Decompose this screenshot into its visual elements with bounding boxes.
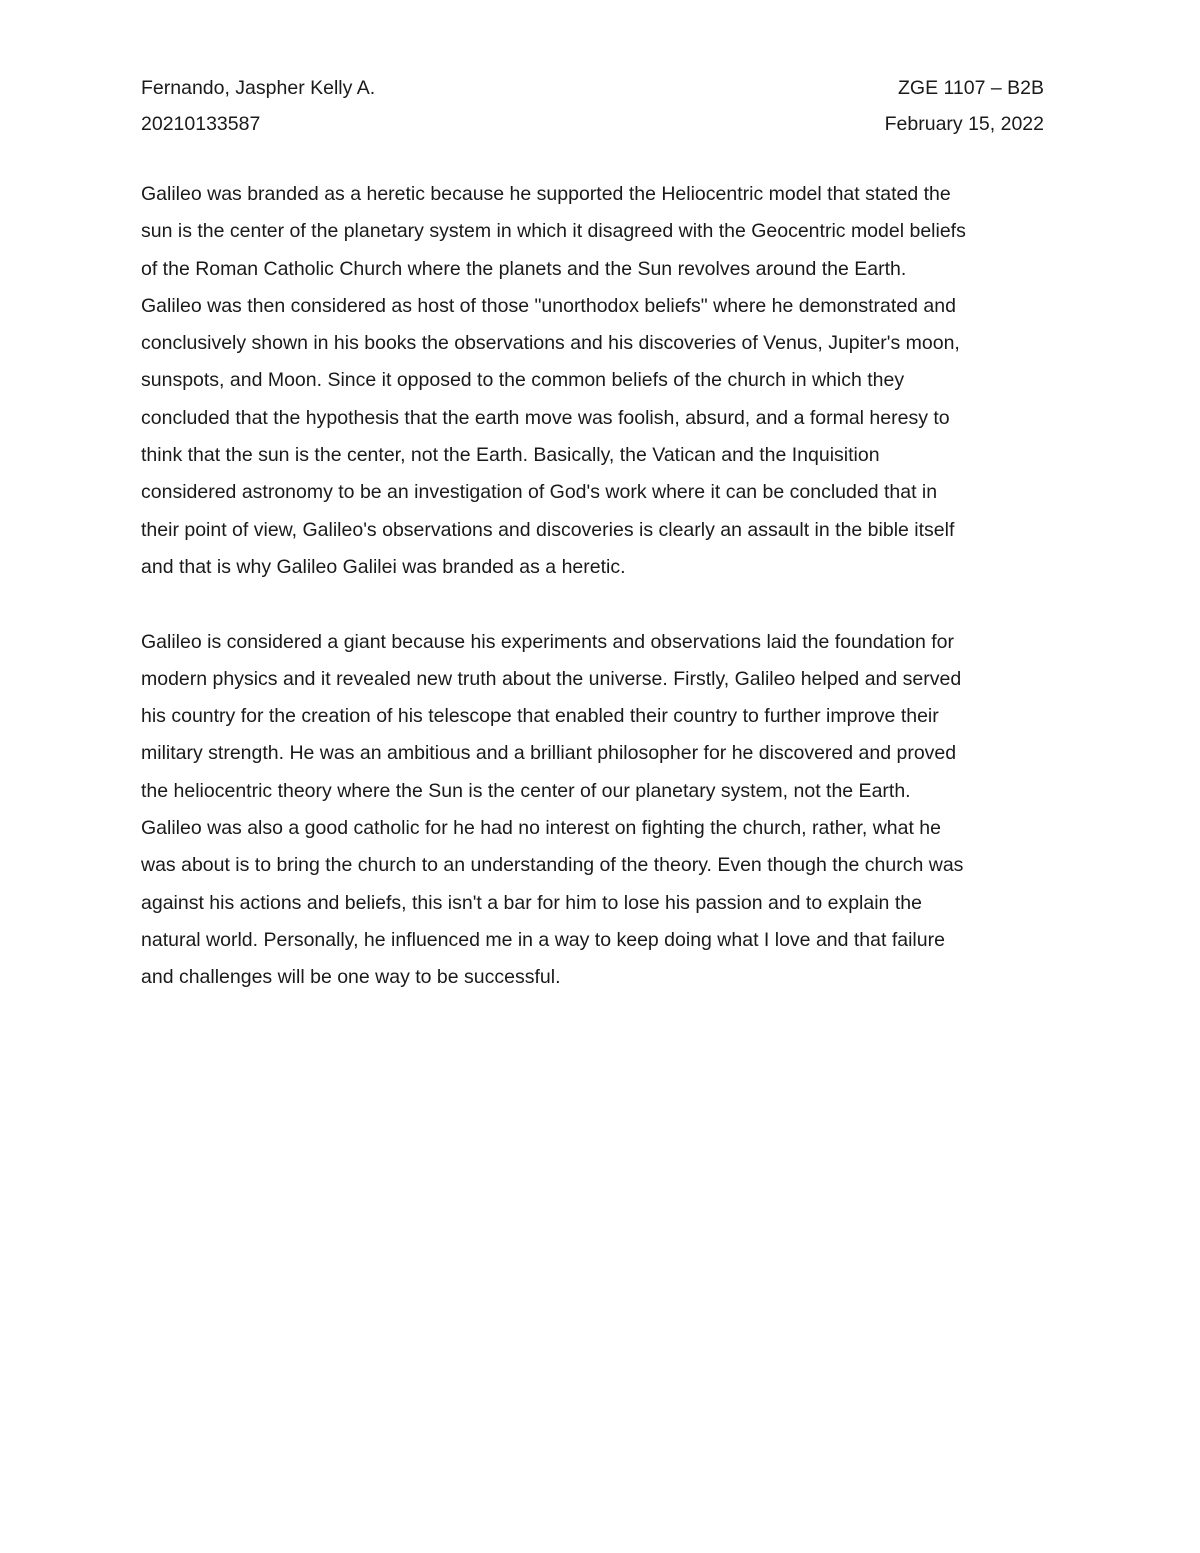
essay-body xyxy=(141,176,1056,1034)
student-name: Fernando, Jaspher Kelly A. xyxy=(141,77,376,99)
paragraph-heretic: Galileo was branded as a heretic because he supported the Heliocentric model that stated the sun is the center of the planetary system in which it disagreed with the Geocentric model beliefs of the Roman Catholic Church where the planets and the Sun revolves around the Earth. Galileo was then considered as host of those "unorthodox beliefs" where he demonstrated and conclusively shown in his books the observations and his discoveries of Venus, Jupiter's moon, sunspots, and Moon. Since it opposed to the common beliefs of the church in which they concluded that the hypothesis that the earth move was foolish, absurd, and a formal heresy to think that the sun is the center, not the Earth. Basically, the Vatican and the Inquisition considered astronomy to be an investigation of God's work where it can be concluded that in their point of view, Galileo's observations and discoveries is clearly an assault in the bible itself and that is why Galileo Galilei was branded as a heretic. xyxy=(141,183,966,578)
document-header xyxy=(141,70,1044,142)
document-date: February 15, 2022 xyxy=(884,113,1044,135)
course-code: ZGE 1107 – B2B xyxy=(898,77,1044,99)
student-number: 20210133587 xyxy=(141,113,261,135)
paragraph-giant: Galileo is considered a giant because his experiments and observations laid the foundation for modern physics and it revealed new truth about the universe. Firstly, Galileo helped and served his country for the creation of his telescope that enabled their country to further improve their military strength. He was an ambitious and a brilliant philosopher for he discovered and proved the heliocentric theory where the Sun is the center of our planetary system, not the Earth. Galileo was also a good catholic for he had no interest on fighting the church, rather, what he was about is to bring the church to an understanding of the theory. Even though the church was against his actions and beliefs, this isn't a bar for him to lose his passion and to explain the natural world. Personally, he influenced me in a way to keep doing what I love and that failure and challenges will be one way to be successful. xyxy=(141,630,964,989)
header-row-2 xyxy=(141,106,1044,142)
header-row-1 xyxy=(141,70,1044,106)
